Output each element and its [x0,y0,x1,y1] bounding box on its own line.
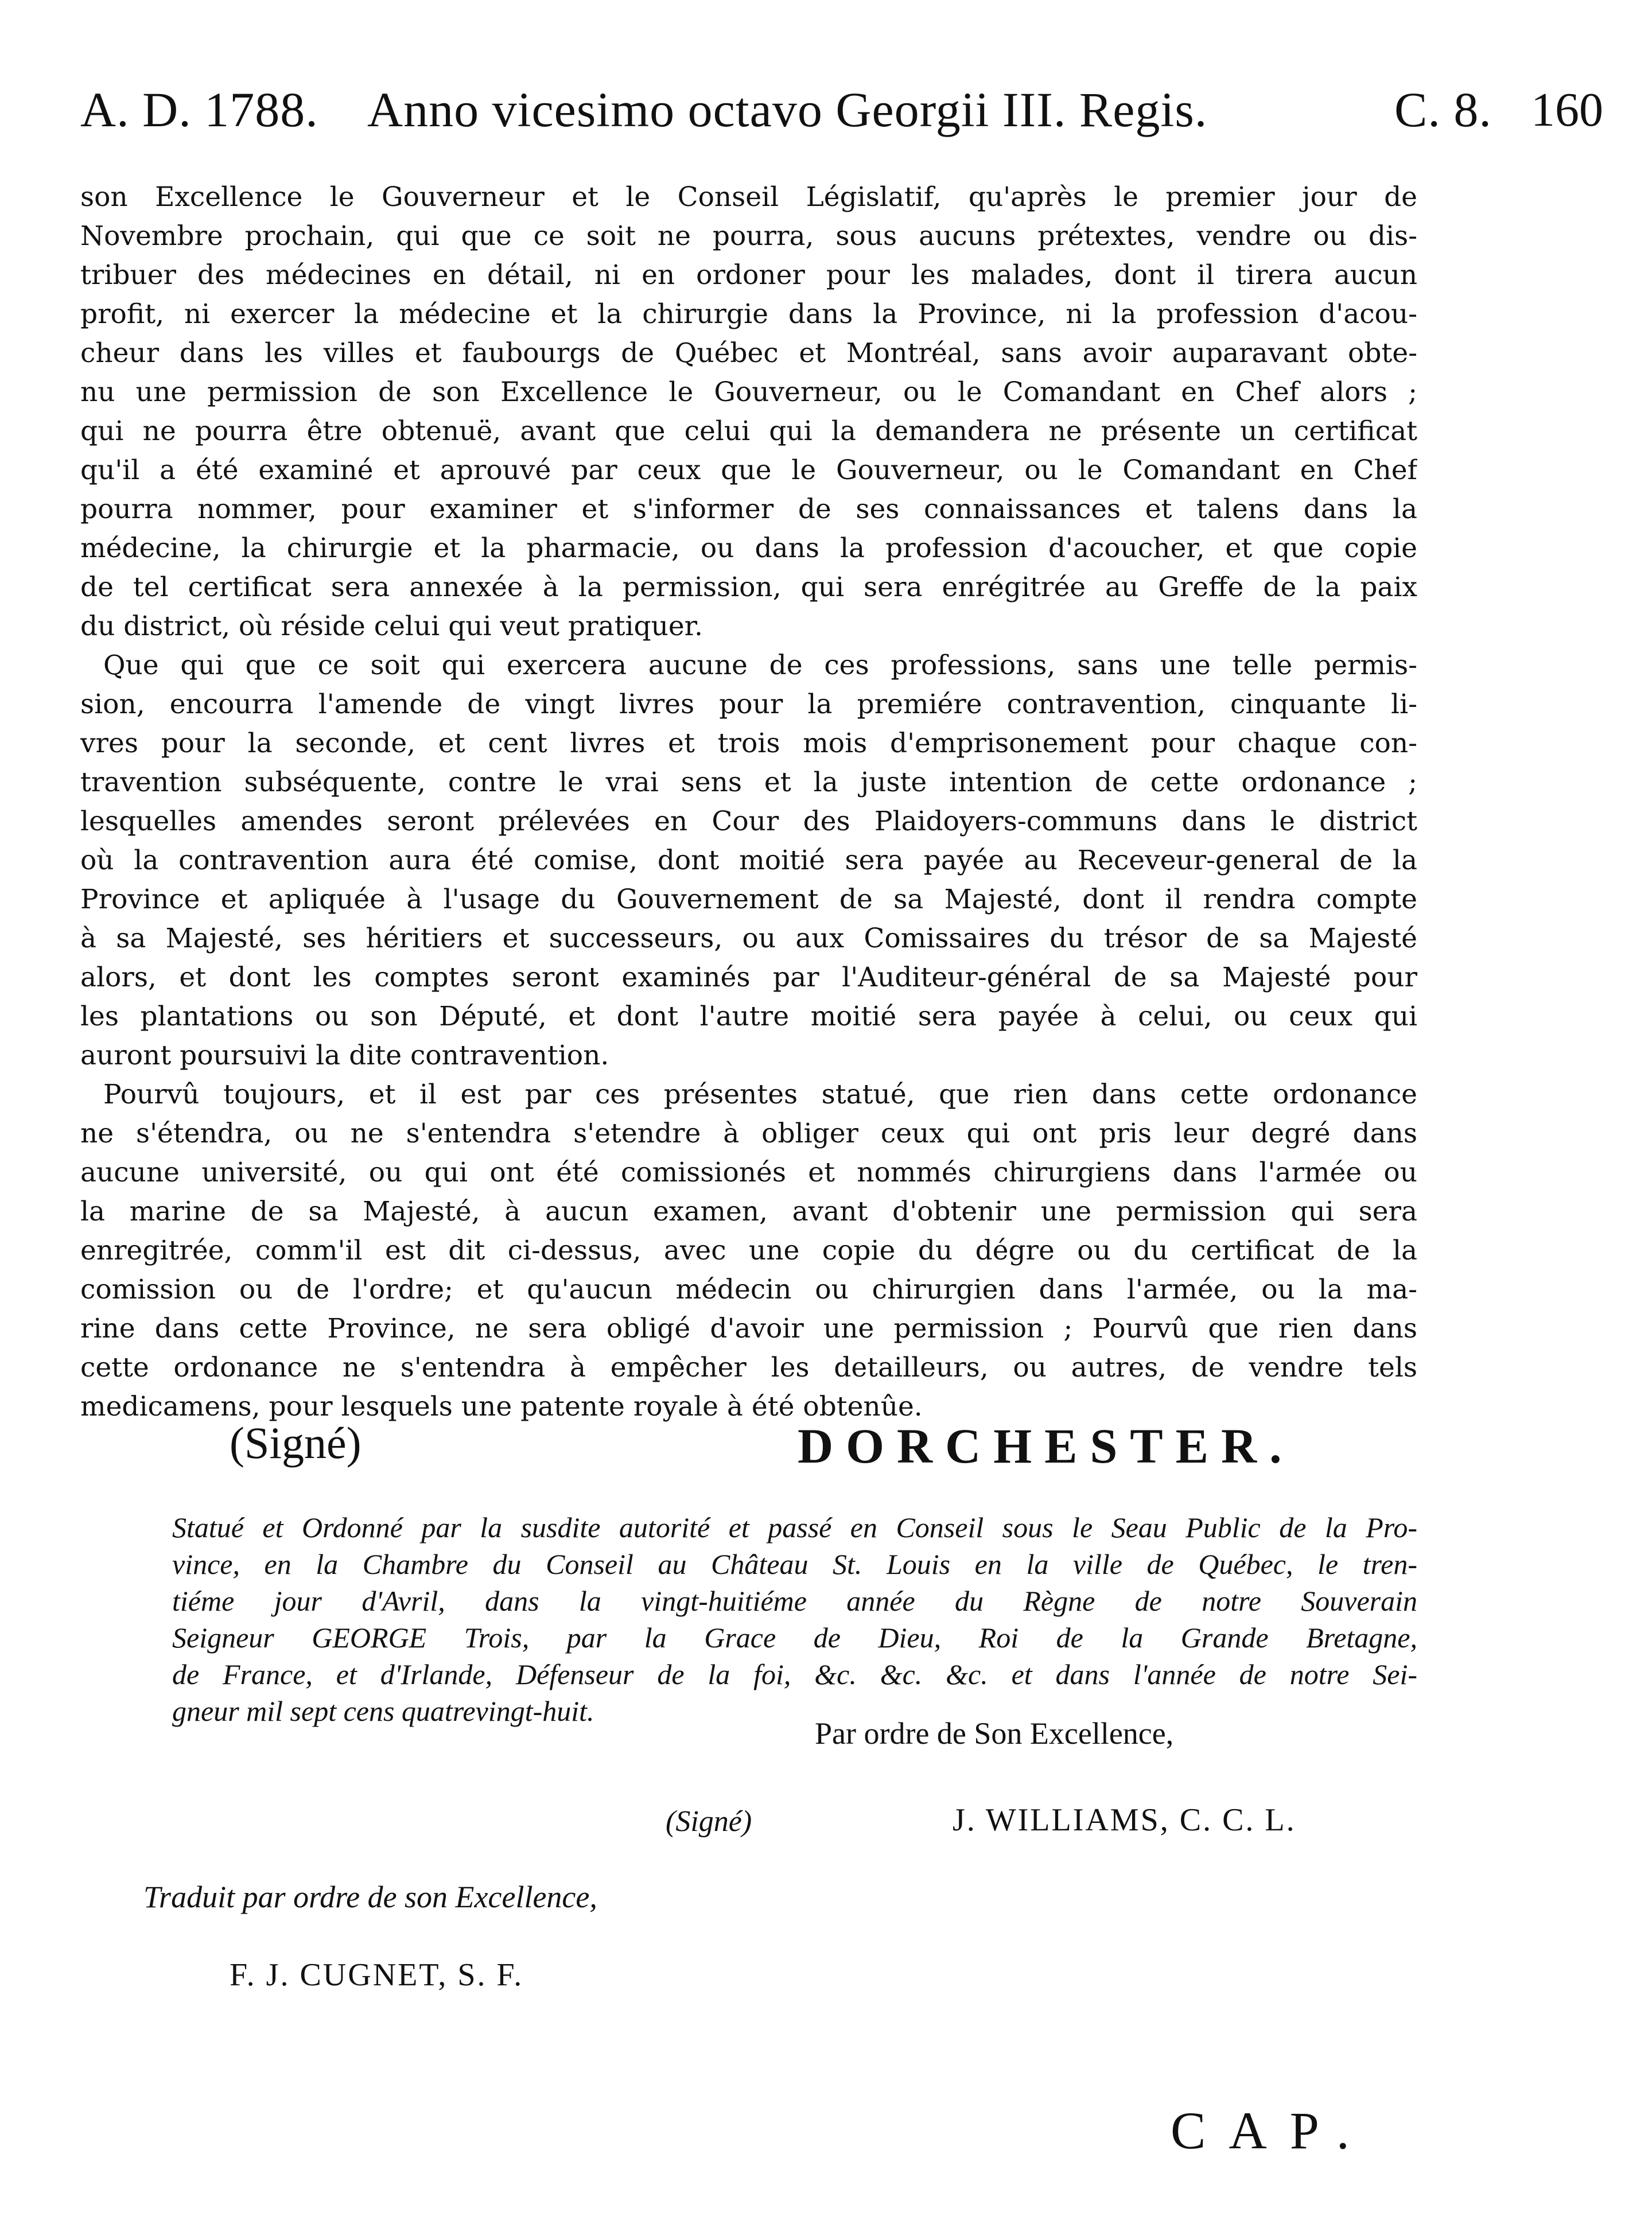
translator-name: F. J. CUGNET, S. F. [230,1957,524,1993]
text-line: la marine de sa Majesté, à aucun examen, avant d'obtenir une permission qui sera [80,1196,1417,1227]
text-line: où la contravention aura été comise, dont moitié sera payée au Receveur-general de la [80,845,1417,876]
text-line: qu'il a été examiné et aprouvé par ceux que le Gouverneur, ou le Comandant en Chef [80,454,1417,486]
text-line: à sa Majesté, ses héritiers et successeurs, ou aux Comissaires du trésor de sa Majesté [80,923,1417,954]
enactment-line: tiéme jour d'Avril, dans la vingt-huitiéme année du Règne de notre Souverain [172,1585,1417,1617]
enactment-line: Statué et Ordonné par la susdite autorité et passé en Conseil sous le Seau Public de la Pro- [172,1511,1417,1543]
text-line: cette ordonance ne s'entendra à empêcher les detailleurs, ou autres, de vendre tels [80,1352,1417,1383]
text-line: tribuer des médecines en détail, ni en ordoner pour les malades, dont il tirera aucun [80,259,1417,291]
signed-label-secretary: (Signé) [666,1805,752,1838]
text-line: Pourvû toujours, et il est par ces présentes statué, que rien dans cette ordonance [103,1079,1417,1110]
text-line: de tel certificat sera annexée à la permission, qui sera enrégitrée au Greffe de la paix [80,571,1417,603]
text-line: alors, et dont les comptes seront examinés par l'Auditeur-général de sa Majesté pour [80,962,1417,993]
text-line: sion, encourra l'amende de vingt livres pour la premiére contravention, cinquante li- [80,689,1417,720]
secretary-name: J. WILLIAMS, C. C. L. [953,1802,1296,1838]
text-line: medicamens, pour lesquels une patente royale à été obtenûe. [80,1391,923,1422]
text-line: ne s'étendra, ou ne s'entendra s'etendre à obliger ceux qui ont pris leur degré dans [80,1118,1417,1149]
text-line: son Excellence le Gouverneur et le Conseil Législatif, qu'après le premier jour de [80,181,1417,213]
header-regnal-title: Anno vicesimo octavo Georgii III. Regis. [367,82,1208,137]
by-order-line: Par ordre de Son Excellence, [815,1716,1174,1751]
text-line: enregitrée, comm'il est dit ci-dessus, avec une copie du dégre ou du certificat de la [80,1235,1417,1266]
text-line: profit, ni exercer la médecine et la chirurgie dans la Province, ni la profession d'acou- [80,298,1417,330]
enactment-line: gneur mil sept cens quatrevingt-huit. [172,1695,594,1727]
paragraph-proviso [80,1075,1417,1426]
text-line: pourra nommer, pour examiner et s'informer de ses connaissances et talens dans la [80,493,1417,525]
enactment-clause [172,1509,1417,1729]
enactment-line: Seigneur GEORGE Trois, par la Grace de Dieu, Roi de la Grande Bretagne, [172,1622,1417,1654]
header-year: A. D. 1788. [80,82,318,137]
text-line: travention subséquente, contre le vrai sens et la juste intention de cette ordonance ; [80,767,1417,798]
text-line: cheur dans les villes et faubourgs de Québec et Montréal, sans avoir auparavant obte- [80,337,1417,369]
text-line: Novembre prochain, qui que ce soit ne pourra, sous aucuns prétextes, vendre ou dis- [80,220,1417,252]
paragraph-permission [80,178,1417,646]
text-line: du district, où réside celui qui veut pratiquer. [80,611,703,642]
text-line: médecine, la chirurgie et la pharmacie, ou dans la profession d'acoucher, et que copie [80,532,1417,564]
text-line: aucune université, ou qui ont été comissionés et nommés chirurgiens dans l'armée ou [80,1157,1417,1188]
text-line: comission ou de l'ordre; et qu'aucun médecin ou chirurgien dans l'armée, ou la ma- [80,1274,1417,1305]
signed-label: (Signé) [230,1418,362,1468]
governor-name: DORCHESTER. [798,1418,1295,1473]
paragraph-penalties [80,646,1417,1075]
enactment-line: de France, et d'Irlande, Défenseur de la foi, &c. &c. &c. et dans l'année de notre Sei- [172,1658,1417,1690]
text-line: vres pour la seconde, et cent livres et trois mois d'emprisonement pour chaque con- [80,728,1417,759]
text-line: Que qui que ce soit qui exercera aucune de ces professions, sans une telle permis- [103,650,1417,681]
ordinance-text [80,178,1417,1426]
page-number: 160 [1531,83,1603,137]
translated-by-line: Traduit par ordre de son Excellence, [143,1880,597,1914]
header-chapter: C. 8. [1394,82,1492,137]
text-line: auront poursuivi la dite contravention. [80,1040,609,1071]
text-line: Province et apliquée à l'usage du Gouvernement de sa Majesté, dont il rendra compte [80,884,1417,915]
text-line: lesquelles amendes seront prélevées en Cour des Plaidoyers-communs dans le district [80,806,1417,837]
enactment-line: vince, en la Chambre du Conseil au Château St. Louis en la ville de Québec, le tren- [172,1548,1417,1580]
text-line: rine dans cette Province, ne sera obligé d'avoir une permission ; Pourvû que rien dans [80,1313,1417,1344]
text-line: qui ne pourra être obtenuë, avant que celui qui la demandera ne présente un certificat [80,415,1417,447]
catchword: CAP. [1171,2101,1373,2160]
text-line: les plantations ou son Député, et dont l'autre moitié sera payée à celui, ou ceux qui [80,1001,1417,1032]
text-line: nu une permission de son Excellence le Gouverneur, ou le Comandant en Chef alors ; [80,376,1417,408]
